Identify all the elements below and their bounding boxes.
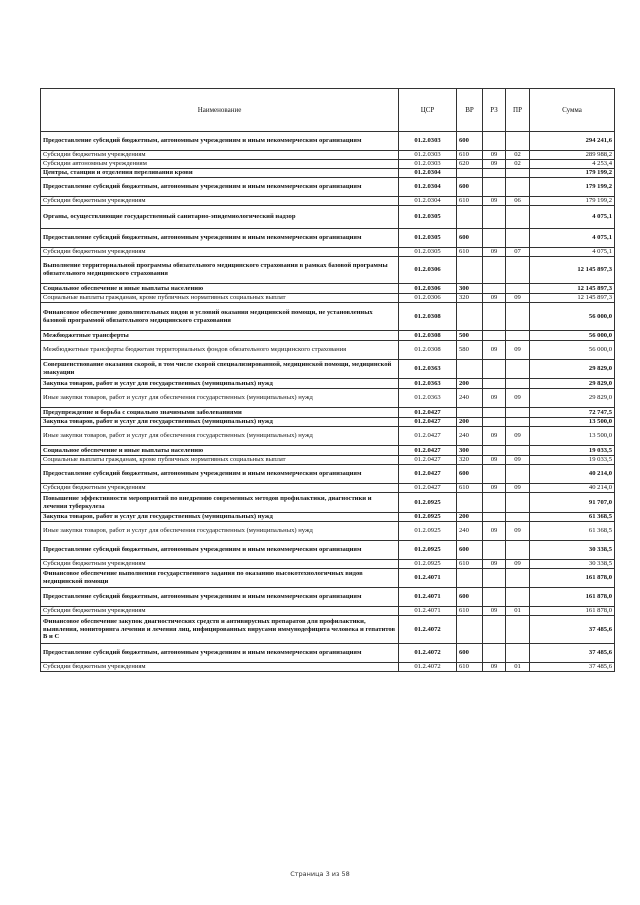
cell-rz: 09 (483, 151, 506, 160)
cell-name: Предоставление субсидий бюджетным, автономным учреждениям и иным некоммерческим организациям (41, 644, 399, 663)
cell-sum: 4 075,1 (530, 229, 615, 248)
cell-name: Иные закупки товаров, работ и услуг для обеспечения государственных (муниципальных) нужд (41, 389, 399, 408)
cell-name: Субсидии бюджетным учреждениям (41, 484, 399, 493)
cell-vr: 580 (457, 341, 483, 360)
table-row (41, 284, 615, 294)
cell-vr: 300 (457, 284, 483, 294)
cell-vr: 200 (457, 513, 483, 522)
cell-name: Финансовое обеспечение выполнения государственного задания по оказанию высокотехнологичных видов медицинской помощи (41, 569, 399, 588)
cell-rz (483, 418, 506, 427)
cell-sum: 37 485,6 (530, 644, 615, 663)
cell-rz: 09 (483, 663, 506, 672)
cell-vr: 600 (457, 229, 483, 248)
cell-pr: 09 (506, 294, 530, 303)
table-row (41, 303, 615, 331)
cell-csr: 01.2.4072 (399, 616, 457, 644)
cell-sum: 61 368,5 (530, 513, 615, 522)
cell-vr: 200 (457, 418, 483, 427)
cell-sum: 56 000,0 (530, 341, 615, 360)
cell-vr: 240 (457, 389, 483, 408)
cell-pr: 09 (506, 522, 530, 541)
cell-vr (457, 493, 483, 513)
cell-name: Субсидии автономным учреждениям (41, 160, 399, 169)
cell-name: Социальные выплаты гражданам, кроме публичных нормативных социальных выплат (41, 294, 399, 303)
cell-sum: 29 829,0 (530, 379, 615, 389)
table-row (41, 132, 615, 151)
table-row (41, 248, 615, 257)
table-row (41, 522, 615, 541)
cell-sum: 161 878,0 (530, 588, 615, 607)
cell-name: Предоставление субсидий бюджетным, автономным учреждениям и иным некоммерческим организациям (41, 465, 399, 484)
cell-name: Финансовое обеспечение дополнительных видов и условий оказания медицинской помощи, не установленных базовой программой обязательного медицинского страхования (41, 303, 399, 331)
cell-vr: 240 (457, 522, 483, 541)
cell-sum: 30 338,5 (530, 541, 615, 560)
budget-table (40, 88, 615, 672)
cell-pr (506, 360, 530, 379)
table-row (41, 379, 615, 389)
table-row (41, 169, 615, 178)
cell-pr (506, 465, 530, 484)
cell-csr: 01.2.0305 (399, 248, 457, 257)
cell-name: Социальные выплаты гражданам, кроме публичных нормативных социальных выплат (41, 456, 399, 465)
cell-csr: 01.2.4071 (399, 607, 457, 616)
cell-pr: 06 (506, 197, 530, 206)
table-row (41, 160, 615, 169)
cell-name: Предоставление субсидий бюджетным, автономным учреждениям и иным некоммерческим организациям (41, 229, 399, 248)
table-row (41, 151, 615, 160)
cell-vr: 610 (457, 197, 483, 206)
cell-name: Закупка товаров, работ и услуг для государственных (муниципальных) нужд (41, 418, 399, 427)
cell-pr: 02 (506, 151, 530, 160)
cell-pr (506, 513, 530, 522)
cell-csr: 01.2.0306 (399, 284, 457, 294)
table-row (41, 178, 615, 197)
cell-rz: 09 (483, 607, 506, 616)
cell-sum: 72 747,5 (530, 408, 615, 418)
cell-csr: 01.2.0308 (399, 303, 457, 331)
header-name: Наименование (41, 89, 399, 132)
table-row (41, 607, 615, 616)
cell-pr (506, 178, 530, 197)
cell-csr: 01.2.0427 (399, 427, 457, 446)
cell-csr: 01.2.0304 (399, 169, 457, 178)
cell-csr: 01.2.0427 (399, 456, 457, 465)
cell-pr: 07 (506, 248, 530, 257)
cell-rz: 09 (483, 389, 506, 408)
cell-vr (457, 206, 483, 229)
cell-rz: 09 (483, 484, 506, 493)
table-row (41, 229, 615, 248)
cell-rz (483, 493, 506, 513)
cell-name: Закупка товаров, работ и услуг для государственных (муниципальных) нужд (41, 513, 399, 522)
cell-sum: 13 500,0 (530, 418, 615, 427)
cell-rz (483, 360, 506, 379)
cell-csr: 01.2.4071 (399, 588, 457, 607)
cell-name: Субсидии бюджетным учреждениям (41, 607, 399, 616)
cell-vr: 600 (457, 588, 483, 607)
table-row (41, 569, 615, 588)
cell-vr (457, 408, 483, 418)
table-row (41, 513, 615, 522)
cell-pr (506, 229, 530, 248)
cell-name: Субсидии бюджетным учреждениям (41, 560, 399, 569)
cell-csr: 01.2.0925 (399, 493, 457, 513)
table-row (41, 616, 615, 644)
cell-rz: 09 (483, 522, 506, 541)
cell-rz: 09 (483, 341, 506, 360)
cell-pr (506, 493, 530, 513)
cell-sum: 179 199,2 (530, 178, 615, 197)
cell-rz (483, 541, 506, 560)
cell-sum: 179 199,2 (530, 169, 615, 178)
cell-rz (483, 206, 506, 229)
cell-rz (483, 513, 506, 522)
table-row (41, 294, 615, 303)
cell-rz (483, 303, 506, 331)
cell-sum: 4 075,1 (530, 248, 615, 257)
cell-name: Субсидии бюджетным учреждениям (41, 248, 399, 257)
cell-sum: 13 500,0 (530, 427, 615, 446)
cell-vr: 320 (457, 294, 483, 303)
table-row (41, 465, 615, 484)
table-row (41, 484, 615, 493)
cell-vr: 620 (457, 160, 483, 169)
cell-sum: 37 485,6 (530, 616, 615, 644)
cell-vr: 600 (457, 178, 483, 197)
table-row (41, 493, 615, 513)
cell-pr (506, 541, 530, 560)
cell-sum: 289 988,2 (530, 151, 615, 160)
cell-sum: 91 707,0 (530, 493, 615, 513)
cell-csr: 01.2.0303 (399, 132, 457, 151)
table-body (41, 132, 615, 672)
cell-rz: 09 (483, 294, 506, 303)
cell-csr: 01.2.0304 (399, 197, 457, 206)
cell-name: Межбюджетные трансферты бюджетам территориальных фондов обязательного медицинского страхования (41, 341, 399, 360)
cell-csr: 01.2.0308 (399, 331, 457, 341)
cell-sum: 12 145 897,3 (530, 257, 615, 284)
cell-pr (506, 588, 530, 607)
cell-csr: 01.2.0363 (399, 360, 457, 379)
cell-pr (506, 284, 530, 294)
cell-pr (506, 569, 530, 588)
cell-name: Центры, станции и отделения переливания крови (41, 169, 399, 178)
cell-csr: 01.2.0925 (399, 522, 457, 541)
cell-sum: 56 000,0 (530, 303, 615, 331)
cell-sum: 40 214,0 (530, 465, 615, 484)
cell-csr: 01.2.4071 (399, 569, 457, 588)
cell-csr: 01.2.0427 (399, 446, 457, 456)
cell-name: Межбюджетные трансферты (41, 331, 399, 341)
cell-rz (483, 644, 506, 663)
table-row (41, 456, 615, 465)
cell-rz: 09 (483, 160, 506, 169)
cell-pr (506, 132, 530, 151)
cell-csr: 01.2.0305 (399, 229, 457, 248)
table-row (41, 427, 615, 446)
cell-sum: 179 199,2 (530, 197, 615, 206)
cell-csr: 01.2.0303 (399, 151, 457, 160)
cell-rz: 09 (483, 197, 506, 206)
header-vr: ВР (457, 89, 483, 132)
cell-name: Социальное обеспечение и иные выплаты населению (41, 284, 399, 294)
cell-name: Субсидии бюджетным учреждениям (41, 663, 399, 672)
table-row (41, 560, 615, 569)
cell-rz: 09 (483, 427, 506, 446)
table-row (41, 197, 615, 206)
cell-rz: 09 (483, 560, 506, 569)
table-row (41, 588, 615, 607)
cell-vr: 600 (457, 541, 483, 560)
header-pr: ПР (506, 89, 530, 132)
cell-vr (457, 257, 483, 284)
cell-vr: 610 (457, 484, 483, 493)
cell-vr: 300 (457, 446, 483, 456)
cell-vr: 610 (457, 607, 483, 616)
cell-rz (483, 132, 506, 151)
table-row (41, 408, 615, 418)
cell-pr: 09 (506, 389, 530, 408)
cell-vr: 610 (457, 560, 483, 569)
cell-vr (457, 360, 483, 379)
cell-csr: 01.2.4072 (399, 663, 457, 672)
cell-name: Социальное обеспечение и иные выплаты населению (41, 446, 399, 456)
cell-name: Предоставление субсидий бюджетным, автономным учреждениям и иным некоммерческим организациям (41, 132, 399, 151)
cell-rz (483, 569, 506, 588)
cell-sum: 29 829,0 (530, 389, 615, 408)
cell-rz (483, 379, 506, 389)
cell-pr (506, 418, 530, 427)
cell-csr: 01.2.0925 (399, 513, 457, 522)
cell-csr: 01.2.4072 (399, 644, 457, 663)
cell-name: Иные закупки товаров, работ и услуг для обеспечения государственных (муниципальных) нужд (41, 427, 399, 446)
cell-rz (483, 257, 506, 284)
cell-pr: 01 (506, 607, 530, 616)
cell-vr: 610 (457, 151, 483, 160)
cell-sum: 12 145 897,3 (530, 294, 615, 303)
cell-name: Субсидии бюджетным учреждениям (41, 197, 399, 206)
cell-sum: 19 033,5 (530, 446, 615, 456)
cell-sum: 294 241,6 (530, 132, 615, 151)
table-row (41, 341, 615, 360)
cell-name: Повышение эффективности мероприятий по внедрению современных методов профилактики, диагностики и лечения туберкулеза (41, 493, 399, 513)
cell-pr: 09 (506, 427, 530, 446)
table-row (41, 206, 615, 229)
cell-sum: 56 000,0 (530, 331, 615, 341)
cell-rz (483, 588, 506, 607)
cell-sum: 4 253,4 (530, 160, 615, 169)
header-rz: РЗ (483, 89, 506, 132)
cell-vr: 200 (457, 379, 483, 389)
cell-rz (483, 169, 506, 178)
cell-csr: 01.2.0303 (399, 160, 457, 169)
cell-name: Предоставление субсидий бюджетным, автономным учреждениям и иным некоммерческим организациям (41, 588, 399, 607)
cell-name: Финансовое обеспечение закупок диагностических средств и антивирусных препаратов для профилактики, выявления, мониторинга лечения и лечения лиц, инфицированных вирусами иммунодефицита человека и гепатитов B и C (41, 616, 399, 644)
cell-pr (506, 169, 530, 178)
table-row (41, 644, 615, 663)
cell-rz (483, 465, 506, 484)
cell-pr: 01 (506, 663, 530, 672)
cell-csr: 01.2.0363 (399, 389, 457, 408)
cell-name: Предоставление субсидий бюджетным, автономным учреждениям и иным некоммерческим организациям (41, 541, 399, 560)
cell-sum: 37 485,6 (530, 663, 615, 672)
cell-name: Субсидии бюджетным учреждениям (41, 151, 399, 160)
cell-csr: 01.2.0427 (399, 408, 457, 418)
cell-pr (506, 303, 530, 331)
cell-csr: 01.2.0427 (399, 465, 457, 484)
cell-pr: 09 (506, 560, 530, 569)
cell-rz: 09 (483, 248, 506, 257)
cell-name: Выполнение территориальной программы обязательного медицинского страхования в рамках базовой программы обязательного медицинского страхования (41, 257, 399, 284)
cell-sum: 29 829,0 (530, 360, 615, 379)
cell-name: Совершенствование оказания скорой, в том числе скорой специализированной, медицинской помощи, медицинской эвакуации (41, 360, 399, 379)
cell-csr: 01.2.0427 (399, 418, 457, 427)
cell-sum: 40 214,0 (530, 484, 615, 493)
cell-vr: 500 (457, 331, 483, 341)
header-csr: ЦСР (399, 89, 457, 132)
cell-rz (483, 408, 506, 418)
table-row (41, 257, 615, 284)
cell-vr: 610 (457, 663, 483, 672)
cell-sum: 30 338,5 (530, 560, 615, 569)
page-number: Страница 3 из 58 (290, 870, 350, 878)
cell-name: Предупреждение и борьба с социально значимыми заболеваниями (41, 408, 399, 418)
cell-vr: 610 (457, 248, 483, 257)
cell-csr: 01.2.0925 (399, 541, 457, 560)
table-row (41, 541, 615, 560)
cell-vr (457, 616, 483, 644)
cell-csr: 01.2.0363 (399, 379, 457, 389)
cell-pr (506, 257, 530, 284)
cell-pr: 09 (506, 484, 530, 493)
cell-rz (483, 178, 506, 197)
table-header-row (41, 89, 615, 132)
cell-pr: 09 (506, 456, 530, 465)
cell-pr (506, 379, 530, 389)
cell-pr (506, 408, 530, 418)
cell-rz (483, 284, 506, 294)
cell-rz (483, 446, 506, 456)
cell-rz (483, 616, 506, 644)
cell-vr (457, 169, 483, 178)
cell-pr: 02 (506, 160, 530, 169)
cell-vr (457, 303, 483, 331)
cell-csr: 01.2.0306 (399, 257, 457, 284)
cell-sum: 161 878,0 (530, 569, 615, 588)
cell-csr: 01.2.0305 (399, 206, 457, 229)
header-sum: Сумма (530, 89, 615, 132)
cell-sum: 4 075,1 (530, 206, 615, 229)
cell-name: Предоставление субсидий бюджетным, автономным учреждениям и иным некоммерческим организациям (41, 178, 399, 197)
cell-rz: 09 (483, 456, 506, 465)
cell-pr (506, 206, 530, 229)
cell-sum: 19 033,5 (530, 456, 615, 465)
cell-vr: 320 (457, 456, 483, 465)
cell-csr: 01.2.0304 (399, 178, 457, 197)
cell-sum: 12 145 897,3 (530, 284, 615, 294)
table-row (41, 446, 615, 456)
table-row (41, 663, 615, 672)
cell-name: Закупка товаров, работ и услуг для государственных (муниципальных) нужд (41, 379, 399, 389)
cell-rz (483, 229, 506, 248)
cell-csr: 01.2.0925 (399, 560, 457, 569)
table-row (41, 360, 615, 379)
cell-pr (506, 446, 530, 456)
table-row (41, 418, 615, 427)
cell-vr: 600 (457, 465, 483, 484)
table-row (41, 389, 615, 408)
cell-csr: 01.2.0427 (399, 484, 457, 493)
cell-name: Иные закупки товаров, работ и услуг для обеспечения государственных (муниципальных) нужд (41, 522, 399, 541)
cell-pr (506, 616, 530, 644)
cell-vr: 240 (457, 427, 483, 446)
cell-vr (457, 569, 483, 588)
cell-csr: 01.2.0306 (399, 294, 457, 303)
cell-name: Органы, осуществляющие государственный санитарно-эпидемиологический надзор (41, 206, 399, 229)
cell-sum: 61 368,5 (530, 522, 615, 541)
cell-rz (483, 331, 506, 341)
table-row (41, 331, 615, 341)
cell-pr: 09 (506, 341, 530, 360)
cell-sum: 161 878,0 (530, 607, 615, 616)
cell-pr (506, 644, 530, 663)
cell-pr (506, 331, 530, 341)
cell-vr: 600 (457, 644, 483, 663)
cell-csr: 01.2.0308 (399, 341, 457, 360)
cell-vr: 600 (457, 132, 483, 151)
